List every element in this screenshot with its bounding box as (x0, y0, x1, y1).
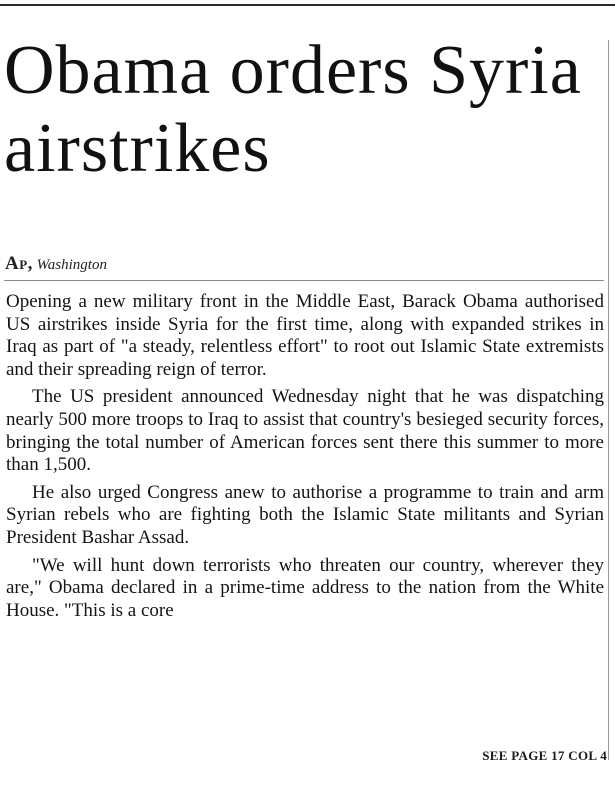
continuation-jump-line: SEE PAGE 17 COL 4 (482, 748, 607, 763)
paragraph-3: He also urged Congress anew to authorise a programme to train and arm Syrian rebels who are fighting both the Islamic State militants and Syrian President Bashar Assad. (6, 481, 604, 548)
top-rule (0, 4, 615, 6)
paragraph-2: The US president announced Wednesday night that he was dispatching nearly 500 more troops to Iraq to assist that country's besieged security forces, bringing the total number of American forces sent there this summer to more than 1,500. (6, 386, 604, 476)
column-rule (608, 40, 609, 760)
headline: Obama orders Syria airstrikes (4, 32, 582, 187)
byline-location: Washington (36, 257, 107, 273)
article-body (6, 291, 604, 627)
paragraph-1: Opening a new military front in the Middle East, Barack Obama authorised US airstrikes inside Syria for the first time, along with expanded strikes in Iraq as part of "a steady, relentless effort" to root out Islamic State extremists and their spreading reign of terror. (6, 291, 604, 380)
byline-rule (4, 280, 604, 281)
byline-agency: Ap, (5, 253, 33, 274)
byline (5, 254, 107, 275)
paragraph-4: "We will hunt down terrorists who threaten our country, wherever they are," Obama declared in a prime-time address to the nation from the White House. "This is a core (6, 554, 604, 621)
